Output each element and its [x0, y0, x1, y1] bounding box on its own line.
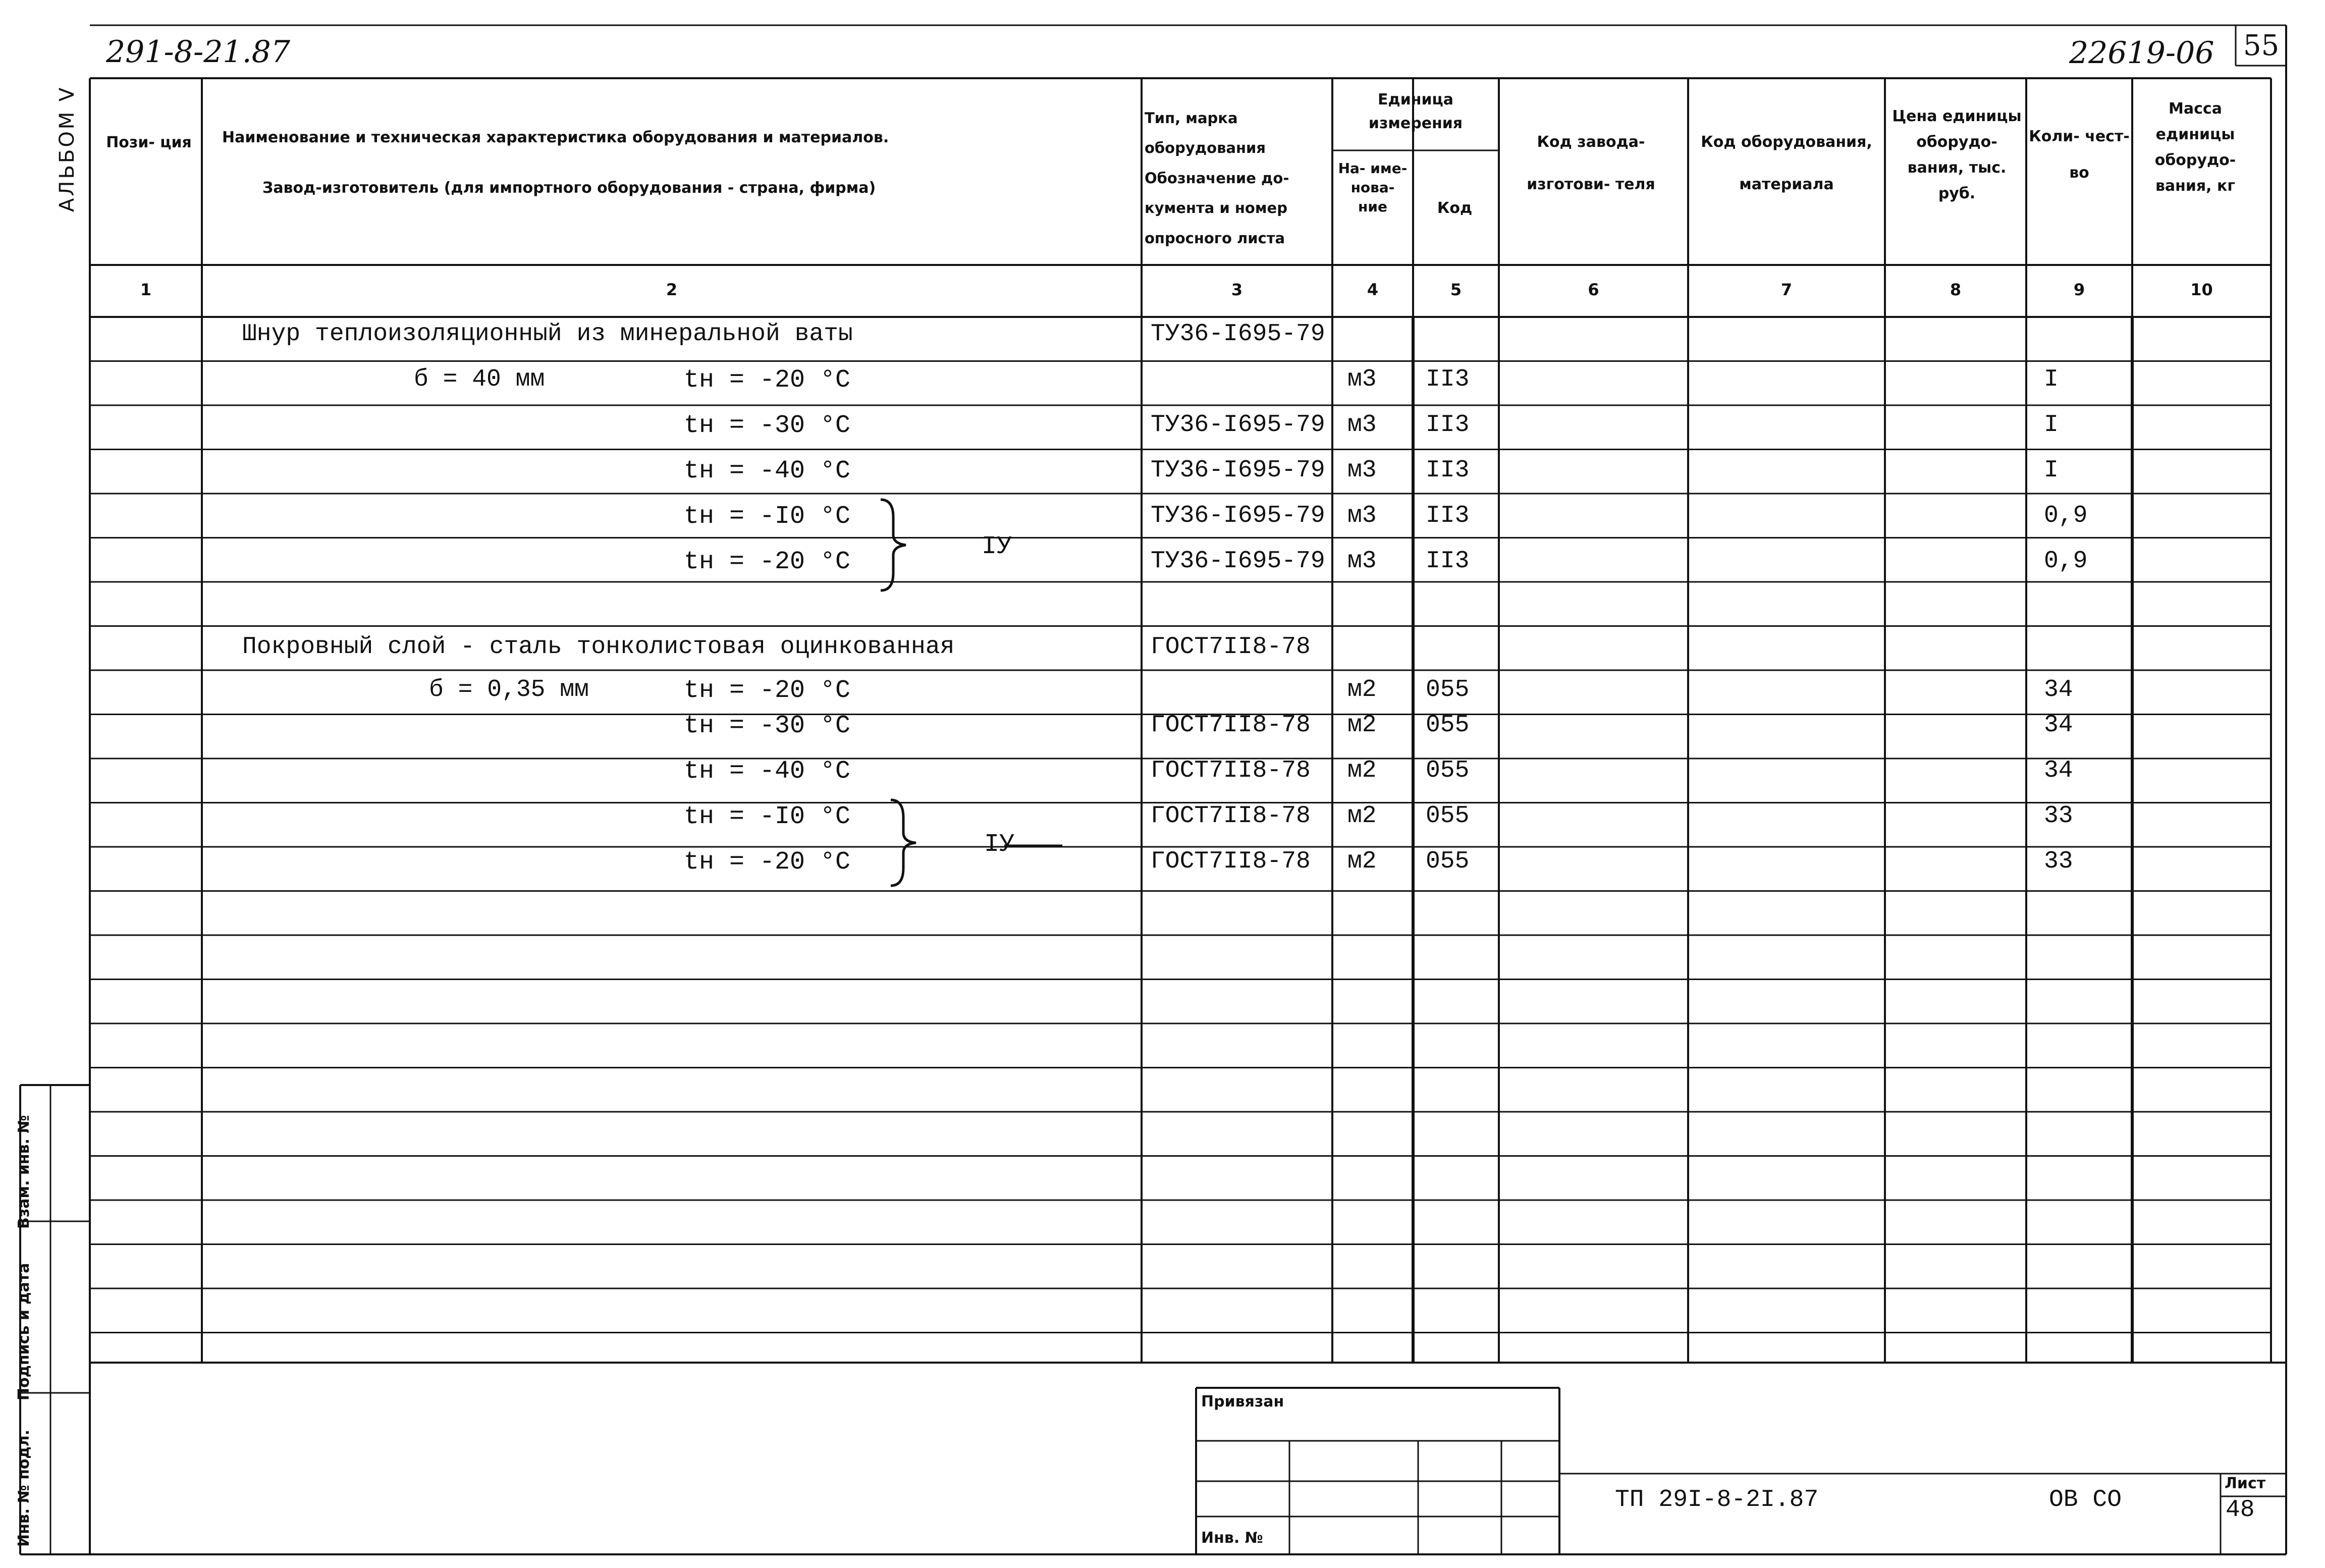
row-quantity: 34 [2044, 676, 2073, 704]
header-factory-code: Код завода- изготови- теля [1527, 133, 1655, 193]
row-unit: м2 [1347, 757, 1377, 784]
row-type: ТУ36-I695-79 [1151, 548, 1325, 575]
header-name-line2: Завод-изготовитель (для импортного оборудования - страна, фирма) [262, 179, 876, 197]
stamp-inv-original: Инв. № подл. [15, 1429, 33, 1547]
row-quantity: I [2044, 366, 2059, 393]
row-unit: м2 [1347, 802, 1377, 830]
row-temperature: tн = -40 °С [684, 757, 851, 786]
page-number: 55 [2243, 29, 2280, 62]
row-temperature: tн = -20 °С [684, 366, 851, 395]
row-parameter: б = 0,35 мм [429, 676, 589, 704]
column-number-6: 6 [1588, 280, 1599, 299]
sheet-label: Лист [2225, 1475, 2266, 1492]
row-type: ГОСТ7II8-78 [1151, 712, 1311, 739]
row-type: ГОСТ7II8-78 [1151, 802, 1311, 830]
row-quantity: I [2044, 411, 2059, 439]
row-type: ТУ36-I695-79 [1151, 457, 1325, 484]
header-type: Тип, марка оборудования Обозначение до- кумента и номер опросного листа [1145, 110, 1289, 247]
row-quantity: 0,9 [2044, 548, 2088, 575]
row-type: ГОСТ7II8-78 [1151, 757, 1311, 784]
row-code: II3 [1426, 411, 1470, 439]
brace-2-leader [1004, 843, 1065, 848]
row-temperature: tн = -30 °С [684, 712, 851, 740]
brace-2 [886, 797, 926, 888]
document-designation: ТП 29I-8-2I.87 [1615, 1486, 1819, 1513]
row-type: ГОСТ7II8-78 [1151, 633, 1311, 661]
row-type: ТУ36-I695-79 [1151, 502, 1325, 529]
row-temperature: tн = -20 °С [684, 548, 851, 576]
row-unit: м3 [1347, 548, 1377, 575]
header-unit-name: На- име- нова- ние [1338, 160, 1408, 215]
row-code: 055 [1426, 712, 1470, 739]
row-temperature: tн = -20 °С [684, 848, 851, 877]
row-type: ТУ36-I695-79 [1151, 411, 1325, 439]
row-code: II3 [1426, 457, 1470, 484]
header-name-line1: Наименование и техническая характеристика оборудования и материалов. [222, 129, 889, 146]
column-number-4: 4 [1367, 280, 1379, 299]
stamp-signature-date: Подпись и дата [15, 1263, 33, 1400]
row-code: 055 [1426, 848, 1470, 875]
row-temperature: tн = -40 °С [684, 457, 851, 485]
column-number-9: 9 [2073, 280, 2085, 299]
column-number-2: 2 [666, 280, 678, 299]
column-number-10: 10 [2190, 280, 2213, 299]
column-number-8: 8 [1950, 280, 1962, 299]
row-temperature: tн = -I0 °С [684, 802, 851, 831]
row-unit: м3 [1347, 366, 1377, 393]
row-temperature: tн = -I0 °С [684, 502, 851, 531]
row-quantity: 33 [2044, 848, 2073, 875]
row-unit: м2 [1347, 676, 1377, 704]
row-code: II3 [1426, 366, 1470, 393]
doc-code-left: 291-8-21.87 [106, 34, 291, 70]
header-equipment-code: Код оборудования, материала [1701, 133, 1872, 193]
row-code: II3 [1426, 548, 1470, 575]
row-parameter: б = 40 мм [414, 366, 545, 393]
column-number-7: 7 [1780, 280, 1793, 299]
column-number-5: 5 [1450, 280, 1462, 299]
row-quantity: 0,9 [2044, 502, 2088, 529]
inv-number-label: Инв. № [1201, 1529, 1263, 1547]
row-code: 055 [1426, 757, 1470, 784]
row-temperature: tн = -30 °С [684, 411, 851, 440]
header-pos: Пози- ция [106, 134, 192, 151]
section-code: ОВ СО [2049, 1486, 2122, 1513]
row-quantity: 33 [2044, 802, 2073, 830]
row-code: 055 [1426, 676, 1470, 704]
row-quantity: 34 [2044, 712, 2073, 739]
brace-1 [876, 497, 916, 593]
row-unit: м3 [1347, 457, 1377, 484]
doc-code-right: 22619-06 [2069, 35, 2214, 71]
stamp-replace-inv: Взам. инв. № [15, 1115, 33, 1229]
header-unit-code: Код [1437, 199, 1473, 217]
row-unit: м3 [1347, 411, 1377, 439]
row-quantity: I [2044, 457, 2059, 484]
header-quantity: Коли- чест- во [2029, 128, 2130, 182]
row-type: ГОСТ7II8-78 [1151, 848, 1311, 875]
sheet-number: 48 [2226, 1496, 2255, 1524]
header-mass: Масса единицы оборудо- вания, кг [2154, 100, 2236, 195]
header-unit-group: Единица измерения [1368, 91, 1463, 132]
privyazan-label: Привязан [1201, 1393, 1284, 1411]
row-code: 055 [1426, 802, 1470, 830]
column-number-1: 1 [140, 280, 152, 299]
album-label: АЛЬБОМ V [56, 85, 79, 212]
row-unit: м2 [1347, 712, 1377, 739]
brace-label-2: IУ [984, 830, 1015, 859]
row-unit: м2 [1347, 848, 1377, 875]
row-code: II3 [1426, 502, 1470, 529]
row-quantity: 34 [2044, 757, 2073, 784]
column-number-3: 3 [1231, 280, 1243, 299]
row-name: Покровный слой - сталь тонколистовая оцинкованная [242, 633, 955, 661]
row-unit: м3 [1347, 502, 1377, 529]
brace-label-1: IУ [982, 532, 1012, 561]
row-name: Шнур теплоизоляционный из минеральной ваты [242, 320, 853, 348]
row-temperature: tн = -20 °С [684, 676, 851, 705]
row-type: ТУ36-I695-79 [1151, 320, 1325, 348]
header-price: Цена единицы оборудо- вания, тыс. руб. [1892, 107, 2022, 202]
